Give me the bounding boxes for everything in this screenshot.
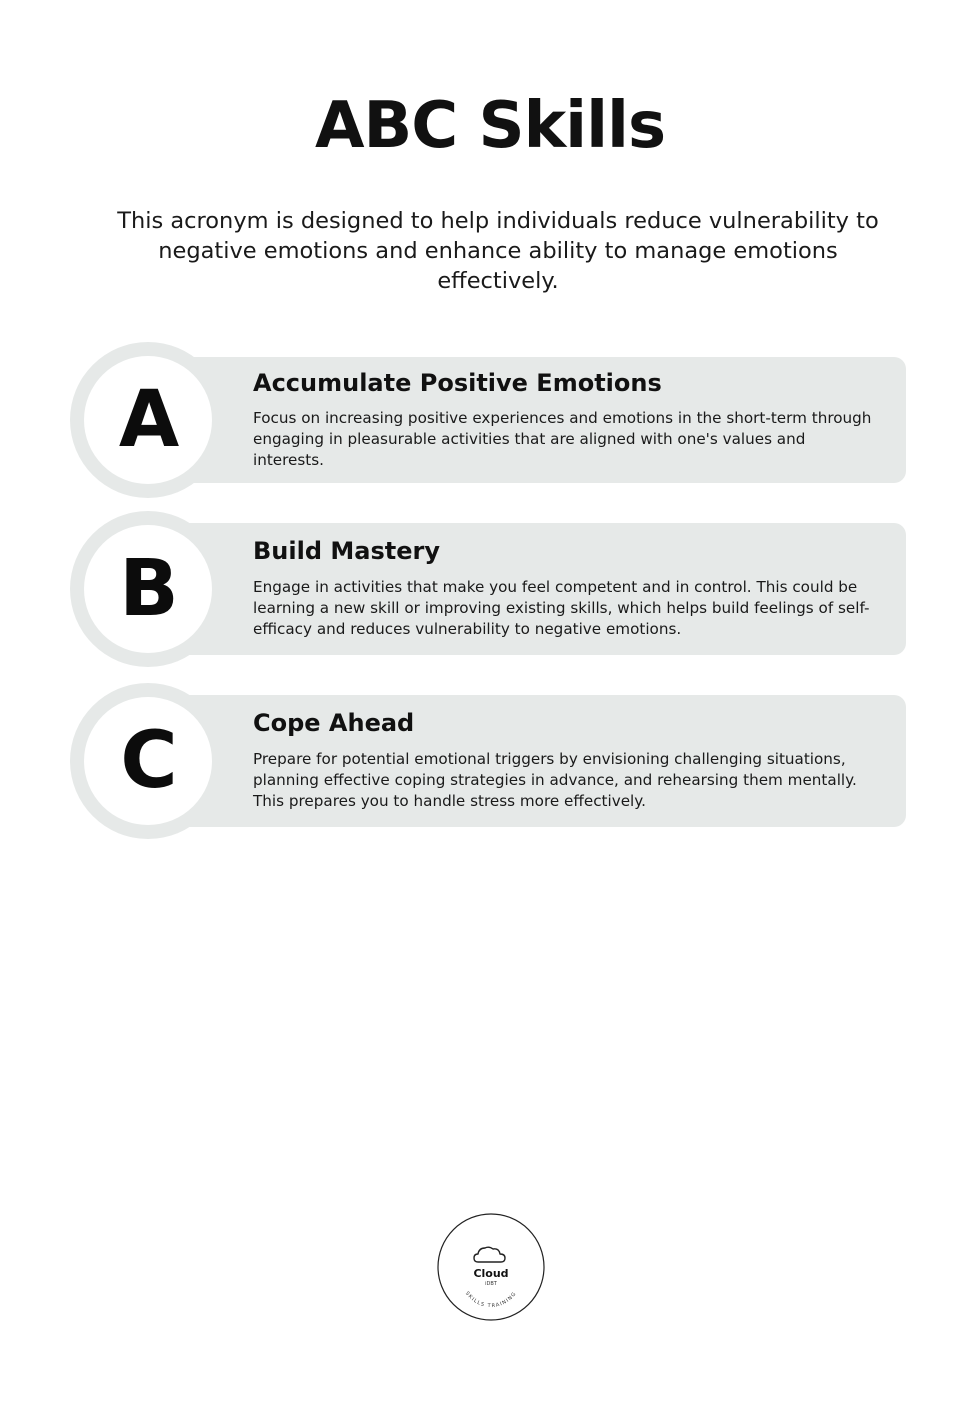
cloud-dbt-logo	[437, 1213, 545, 1321]
skill-heading: Build Mastery	[253, 537, 440, 565]
skill-item-a	[70, 340, 910, 500]
logo-name: Cloud	[473, 1267, 509, 1280]
skill-item-c	[70, 682, 910, 842]
skill-heading: Accumulate Positive Emotions	[253, 369, 662, 397]
skill-description: Prepare for potential emotional triggers by envisioning challenging situations, planning effective coping strategies in advance, and rehearsing them mentally. This prepares you to handle stress more effectively.	[253, 750, 857, 810]
skill-heading: Cope Ahead	[253, 709, 415, 737]
logo-subname: iDBT	[485, 1281, 497, 1287]
skill-description: Engage in activities that make you feel competent and in control. This could be learning a new skill or improving existing skills, which helps build feelings of self-efficacy and reduces vulnerability to negative emotions.	[253, 578, 870, 638]
page-title: ABC Skills	[314, 89, 666, 163]
skill-letter: C	[120, 716, 176, 806]
letter-badge	[70, 511, 226, 667]
intro-text: This acronym is designed to help individuals reduce vulnerability to negative emotions and enhance ability to manage emotions effectively.	[117, 208, 879, 294]
letter-badge	[70, 683, 226, 839]
logo-tagline: SKILLS TRAINING	[463, 1290, 519, 1310]
skill-item-b	[70, 510, 910, 670]
skill-letter: A	[118, 375, 178, 465]
skill-letter: B	[119, 544, 177, 634]
skill-description: Focus on increasing positive experiences and emotions in the short-term through engaging in pleasurable activities that are aligned with one's values and interests.	[253, 409, 872, 469]
letter-badge	[70, 342, 226, 498]
